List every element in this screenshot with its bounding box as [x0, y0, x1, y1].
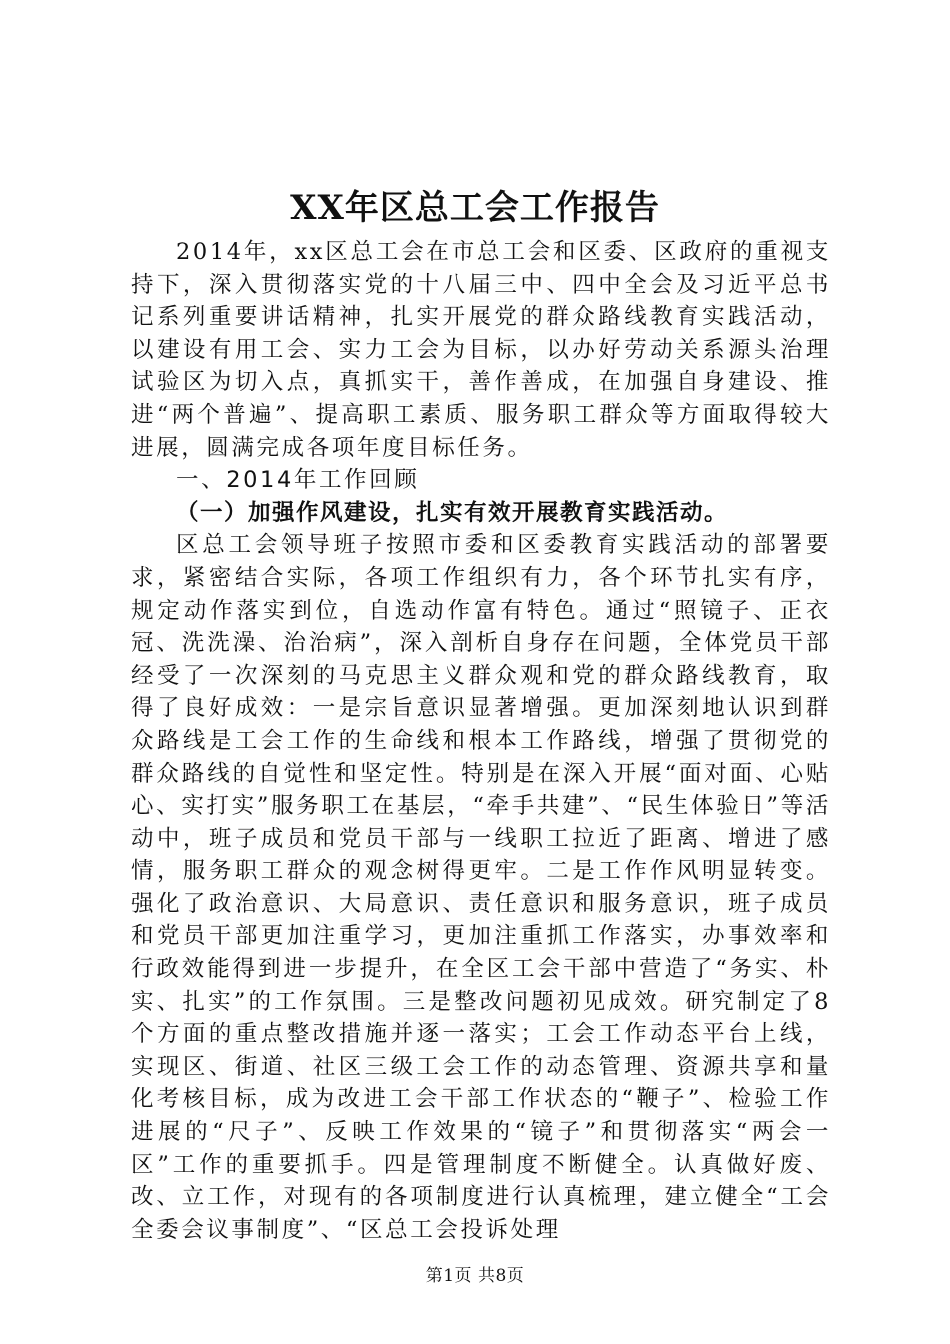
section-heading: 一、2014年工作回顾 [176, 467, 420, 494]
subsection-heading: （一）加强作风建设，扎实有效开展教育实践活动。 [176, 499, 729, 526]
intro-paragraph: 2014年，xx区总工会在市总工会和区委、区政府的重视支持下，深入贯彻落实党的十八届三中、四中全会及习近平总书记系列重要讲话精神，扎实开展党的群众路线教育实践活动，以建设有用工会、实力工会为目标，以办好劳动关系源头治理试验区为切入点，真抓实干，善作善成，在加强自身建设、推进“两个普遍”、提高职工素质、服务职工群众等方面取得较大进展，圆满完成各项年度目标任务。 [131, 239, 831, 461]
body-paragraph: 区总工会领导班子按照市委和区委教育实践活动的部署要求，紧密结合实际，各项工作组织有力，各个环节扎实有序，规定动作落实到位，自选动作富有特色。通过“照镜子、正衣冠、洗洗澡、治治病”，深入剖析自身存在问题，全体党员干部经受了一次深刻的马克思主义群众观和党的群众路线教育，取得了良好成效：一是宗旨意识显著增强。更加深刻地认识到群众路线是工会工作的生命线和根本工作路线，增强了贯彻党的群众路线的自觉性和坚定性。特别是在深入开展“面对面、心贴心、实打实”服务职工在基层，“牵手共建”、“民生体验日”等活动中，班子成员和党员干部与一线职工拉近了距离、增进了感情，服务职工群众的观念树得更牢。二是工作作风明显转变。强化了政治意识、大局意识、责任意识和服务意识，班子成员和党员干部更加注重学习，更加注重抓工作落实，办事效率和行政效能得到进一步提升，在全区工会干部中营造了“务实、朴实、扎实”的工作氛围。三是整改问题初见成效。研究制定了8个方面的重点整改措施并逐一落实；工会工作动态平台上线，实现区、街道、社区三级工会工作的动态管理、资源共享和量化考核目标，成为改进工会干部工作状态的“鞭子”、检验工作进展的“尺子”、反映工作效果的“镜子”和贯彻落实“两会一区”工作的重要抓手。四是管理制度不断健全。认真做好废、改、立工作，对现有的各项制度进行认真梳理，建立健全“工会全委会议事制度”、“区总工会投诉处理 [131, 532, 831, 1243]
document-title: XX年区总工会工作报告 [290, 188, 660, 228]
page-number-footer: 第1页 共8页 [425, 1266, 525, 1286]
document-body [131, 236, 831, 1246]
